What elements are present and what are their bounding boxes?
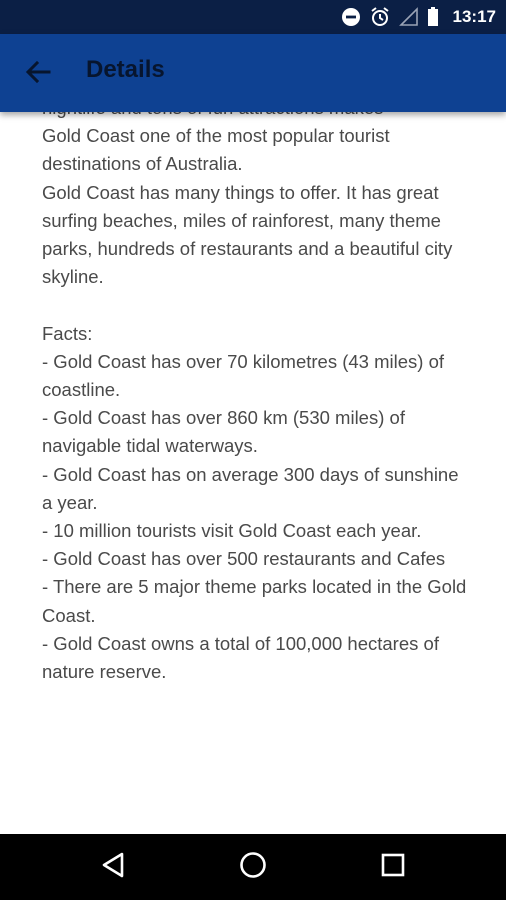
fact-item: - 10 million tourists visit Gold Coast each year.: [42, 520, 422, 542]
offerings-paragraph: Gold Coast has many things to offer. It has great surfing beaches, miles of rainforest, many theme parks, hundreds of restaurants and a beautiful city skyline.: [42, 181, 453, 288]
status-icons: [341, 0, 496, 34]
fact-item: - Gold Coast has over 70 kilometres (43 miles) of coastline.: [42, 350, 445, 401]
arrow-back-icon: [25, 59, 51, 89]
recents-square-icon: [380, 852, 406, 882]
home-circle-icon: [239, 851, 267, 883]
nav-recents-button[interactable]: [373, 847, 413, 887]
facts-heading: Facts:: [42, 322, 93, 344]
fact-item: - Gold Coast has over 860 km (530 miles) of navigable tidal waterways.: [42, 407, 405, 457]
navigation-bar: [0, 834, 506, 900]
fact-item: - There are 5 major theme parks located in the Gold Coast.: [42, 576, 467, 626]
battery-icon: [427, 7, 439, 27]
details-content[interactable]: [0, 112, 506, 834]
do-not-disturb-icon: [341, 7, 361, 27]
fact-item: - Gold Coast has on average 300 days of sunshine a year.: [42, 463, 459, 513]
back-triangle-icon: [100, 851, 126, 883]
fact-item: - Gold Coast owns a total of 100,000 hectares of nature reserve.: [42, 632, 439, 683]
fact-item: - Gold Coast has over 500 restaurants and Cafes: [42, 548, 446, 570]
page-title: Details: [86, 56, 165, 83]
signal-icon: [399, 7, 419, 27]
nav-back-button[interactable]: [93, 847, 133, 887]
back-button[interactable]: [16, 52, 60, 96]
paragraph-spacer: [42, 291, 472, 319]
intro-line-2: destinations of Australia.: [42, 153, 243, 175]
alarm-icon: [369, 6, 391, 28]
intro-line-1: Gold Coast one of the most popular tourist: [42, 125, 390, 147]
nav-home-button[interactable]: [233, 847, 273, 887]
details-text: [42, 94, 472, 686]
app-bar: [0, 34, 506, 112]
status-time: 13:17: [452, 7, 496, 26]
status-bar: [0, 0, 506, 34]
